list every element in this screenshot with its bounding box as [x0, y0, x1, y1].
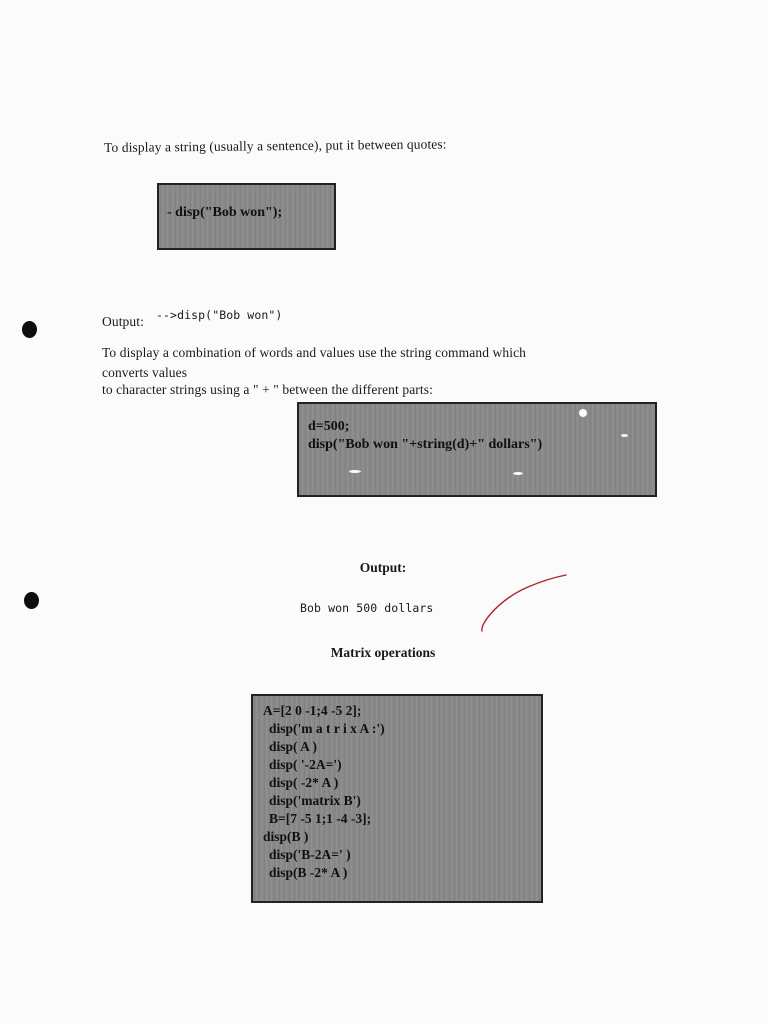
- speck: [349, 470, 361, 473]
- paragraph-line: To display a combination of words and values use the string command which: [102, 345, 527, 360]
- code-line: - disp("Bob won");: [167, 205, 283, 220]
- punch-hole-top: [22, 321, 37, 338]
- output-label: Output:: [102, 314, 144, 329]
- paragraph-line: converts values: [102, 365, 188, 380]
- code-box-matrix-ops: [251, 694, 543, 903]
- speck: [621, 434, 628, 437]
- speck: [579, 409, 587, 417]
- punch-hole-bottom: [24, 592, 39, 609]
- intro-text: To display a string (usually a sentence), put it between quotes:: [104, 136, 447, 155]
- code-line: d=500;: [308, 419, 350, 434]
- code-line: disp('m a t r i x A :'): [269, 721, 385, 736]
- output-code: -->disp("Bob won"): [156, 308, 283, 322]
- section-heading: Matrix operations: [330, 645, 436, 660]
- code-line: disp( '-2A='): [269, 757, 342, 772]
- code-line: disp('B-2A=' ): [269, 847, 351, 862]
- code-line: disp("Bob won "+string(d)+" dollars"): [308, 436, 543, 452]
- code-box-disp-string: [157, 183, 336, 250]
- output-heading: Output:: [359, 560, 407, 575]
- paragraph-line: to character strings using a " + " between the different parts:: [102, 382, 433, 397]
- code-line: B=[7 -5 1;1 -4 -3];: [269, 811, 372, 826]
- code-line: A=[2 0 -1;4 -5 2];: [263, 703, 362, 718]
- pen-mark: [470, 565, 590, 645]
- output-code: Bob won 500 dollars: [300, 601, 434, 615]
- code-line: disp(B ): [263, 829, 309, 844]
- code-box-string-concat: [297, 402, 657, 497]
- speck: [513, 472, 523, 475]
- code-line: disp( -2* A ): [269, 775, 339, 790]
- code-line: disp( A ): [269, 739, 318, 754]
- code-line: disp('matrix B'): [269, 793, 361, 808]
- code-line: disp(B -2* A ): [269, 865, 348, 880]
